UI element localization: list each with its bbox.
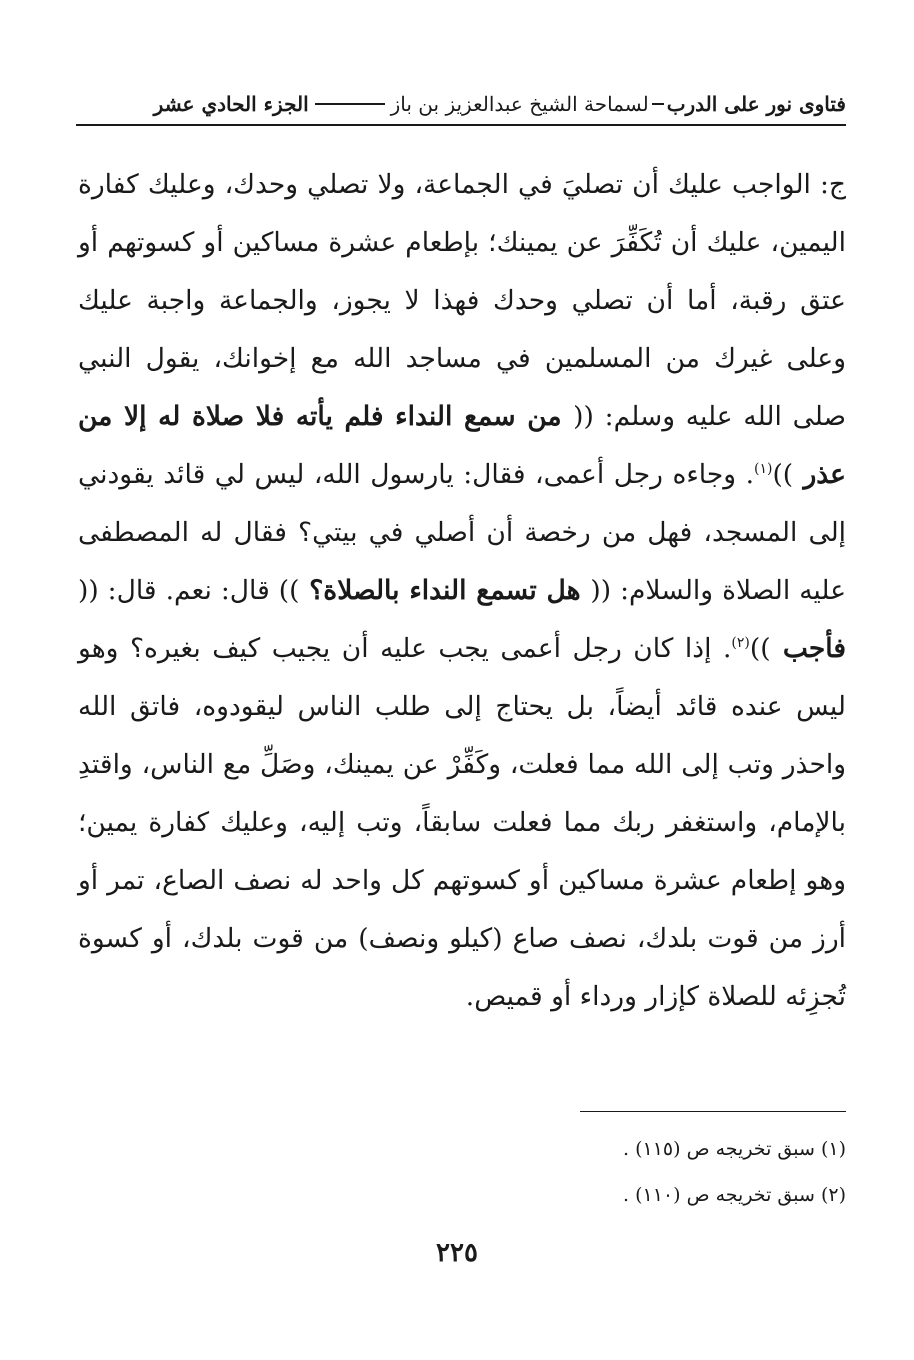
footnote-item: (١) سبق تخريجه ص (١١٥) . <box>623 1138 846 1160</box>
footnote-ref[interactable]: (١) <box>754 461 773 478</box>
main-text <box>78 156 846 1026</box>
hadith-quote: من سمع النداء فلم يأته فلا صلاة له إلا من عذر <box>78 401 846 490</box>
text-segment: . وجاءه رجل أعمى، فقال: يارسول الله، ليس لي قائد يقودني إلى المسجد، فهل من رخصة أن أصلي في بيتي؟ فقال له المصطفى عليه الصلاة والسلام: (( <box>78 459 847 606</box>
header-author: لسماحة الشيخ عبدالعزيز بن باز <box>390 92 649 116</box>
footnote-rule <box>580 1111 846 1112</box>
answer-paragraph <box>78 156 846 1026</box>
header-rule <box>76 124 846 126</box>
text-segment: )) قال: نعم. قال: (( <box>78 575 300 606</box>
page-number: ٢٢٥ <box>436 1238 478 1268</box>
hadith-quote: فأجب <box>770 633 847 664</box>
footnote-item: (٢) سبق تخريجه ص (١١٠) . <box>623 1184 846 1206</box>
running-header <box>76 88 846 120</box>
text-segment: )) <box>749 633 771 664</box>
footnotes <box>400 1126 846 1218</box>
header-separator-long <box>315 103 385 105</box>
header-part: الجزء الحادي عشر <box>153 92 309 116</box>
hadith-quote: هل تسمع النداء بالصلاة؟ <box>299 575 591 606</box>
header-book-title: فتاوى نور على الدرب <box>666 92 846 116</box>
footnote-ref[interactable]: (٢) <box>731 635 750 652</box>
text-segment: ج: الواجب عليك أن تصليَ في الجماعة، ولا تصلي وحدك، وعليك كفارة اليمين، عليك أن تُكَفِّرَ عن يمينك؛ بإطعام عشرة مساكين أو كسوتهم أو عتق رقبة، أما أن تصلي وحدك فهذا لا يجوز، والجماعة واجبة عليك وعلى غيرك من المسلمين في مساجد الله مع إخوانك، يقول النبي صلى الله عليه وسلم: (( <box>78 169 846 432</box>
header-separator <box>652 103 664 105</box>
text-segment: )) <box>772 459 794 490</box>
text-segment: . إذا كان رجل أعمى يجب عليه أن يجيب كيف بغيره؟ وهو ليس عنده قائد أيضاً، بل يحتاج إلى طلب الناس ليقودوه، فاتق الله واحذر وتب إلى الله مما فعلت، وكَفِّرْ عن يمينك، وصَلِّ مع الناس، واقتدِ بالإمام، واستغفر ربك مما فعلت سابقاً، وتب إليه، وعليك كفارة يمين؛ وهو إطعام عشرة مساكين أو كسوتهم كل واحد له نصف الصاع، تمر أو أرز من قوت بلدك، نصف صاع (كيلو ونصف) من قوت بلدك، أو كسوة تُجزِئه للصلاة كإزار ورداء أو قميص. <box>78 633 846 1012</box>
